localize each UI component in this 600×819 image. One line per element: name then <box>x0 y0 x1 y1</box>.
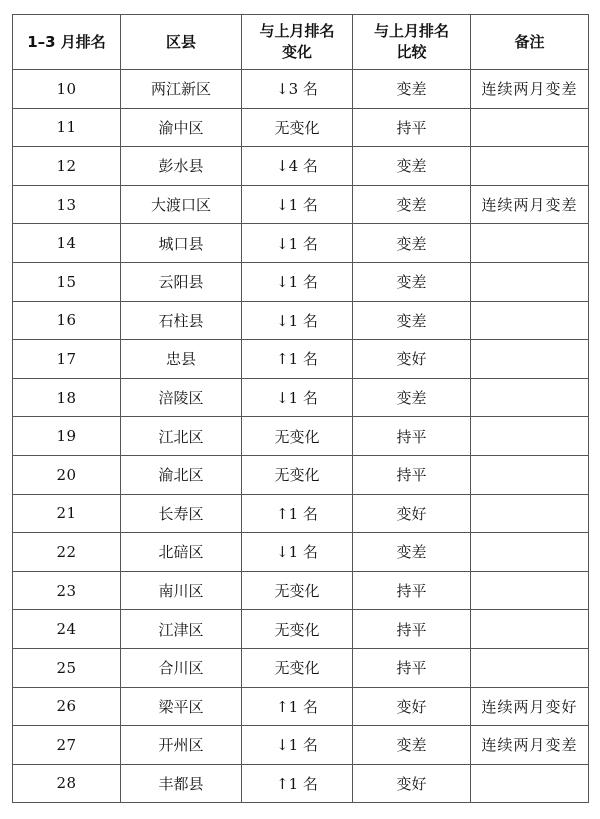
rank-cell: 24 <box>13 610 121 649</box>
compare-cell: 变好 <box>353 687 471 726</box>
remark-cell: 连续两月变差 <box>471 726 589 765</box>
rank-cell: 13 <box>13 185 121 224</box>
change-cell: ↓1 名 <box>242 301 353 340</box>
remark-cell <box>471 147 589 186</box>
district-cell: 江北区 <box>121 417 242 456</box>
compare-cell: 持平 <box>353 610 471 649</box>
table-row <box>13 533 589 572</box>
compare-cell: 变差 <box>353 224 471 263</box>
header-change: 与上月排名 变化 <box>242 15 353 70</box>
district-cell: 江津区 <box>121 610 242 649</box>
table-row <box>13 301 589 340</box>
district-cell: 渝北区 <box>121 455 242 494</box>
compare-cell: 变差 <box>353 301 471 340</box>
rank-cell: 19 <box>13 417 121 456</box>
remark-cell <box>471 533 589 572</box>
district-cell: 合川区 <box>121 648 242 687</box>
remark-cell <box>471 262 589 301</box>
change-cell: ↑1 名 <box>242 340 353 379</box>
change-cell: ↓1 名 <box>242 224 353 263</box>
remark-cell <box>471 648 589 687</box>
change-cell: ↓1 名 <box>242 378 353 417</box>
compare-cell: 变差 <box>353 70 471 109</box>
compare-cell: 变差 <box>353 378 471 417</box>
rank-cell: 16 <box>13 301 121 340</box>
change-cell: 无变化 <box>242 610 353 649</box>
compare-cell: 持平 <box>353 571 471 610</box>
remark-cell: 连续两月变差 <box>471 70 589 109</box>
table-row <box>13 571 589 610</box>
compare-cell: 变差 <box>353 185 471 224</box>
remark-cell <box>471 301 589 340</box>
change-cell: ↓1 名 <box>242 185 353 224</box>
district-cell: 开州区 <box>121 726 242 765</box>
rank-cell: 15 <box>13 262 121 301</box>
compare-cell: 变好 <box>353 340 471 379</box>
table-row <box>13 108 589 147</box>
remark-cell <box>471 764 589 803</box>
table-row <box>13 494 589 533</box>
table-row <box>13 185 589 224</box>
table-row <box>13 417 589 456</box>
remark-cell <box>471 378 589 417</box>
ranking-table <box>12 14 589 803</box>
table-row <box>13 378 589 417</box>
remark-cell: 连续两月变好 <box>471 687 589 726</box>
rank-cell: 23 <box>13 571 121 610</box>
district-cell: 丰都县 <box>121 764 242 803</box>
rank-cell: 18 <box>13 378 121 417</box>
district-cell: 两江新区 <box>121 70 242 109</box>
change-cell: ↑1 名 <box>242 687 353 726</box>
change-cell: 无变化 <box>242 571 353 610</box>
rank-cell: 27 <box>13 726 121 765</box>
district-cell: 彭水县 <box>121 147 242 186</box>
remark-cell <box>471 108 589 147</box>
district-cell: 城口县 <box>121 224 242 263</box>
remark-cell <box>471 571 589 610</box>
change-cell: ↓1 名 <box>242 533 353 572</box>
rank-cell: 17 <box>13 340 121 379</box>
district-cell: 北碚区 <box>121 533 242 572</box>
district-cell: 长寿区 <box>121 494 242 533</box>
district-cell: 涪陵区 <box>121 378 242 417</box>
compare-cell: 变差 <box>353 726 471 765</box>
header-district: 区县 <box>121 15 242 70</box>
district-cell: 南川区 <box>121 571 242 610</box>
header-remark: 备注 <box>471 15 589 70</box>
change-cell: ↓4 名 <box>242 147 353 186</box>
rank-cell: 25 <box>13 648 121 687</box>
change-cell: 无变化 <box>242 417 353 456</box>
change-cell: ↓1 名 <box>242 726 353 765</box>
remark-cell <box>471 224 589 263</box>
header-compare: 与上月排名 比较 <box>353 15 471 70</box>
rank-cell: 28 <box>13 764 121 803</box>
district-cell: 石柱县 <box>121 301 242 340</box>
district-cell: 大渡口区 <box>121 185 242 224</box>
remark-cell <box>471 494 589 533</box>
compare-cell: 持平 <box>353 108 471 147</box>
compare-cell: 变好 <box>353 494 471 533</box>
table-row <box>13 224 589 263</box>
rank-cell: 26 <box>13 687 121 726</box>
change-cell: ↑1 名 <box>242 764 353 803</box>
header-rank: 1–3 月排名 <box>13 15 121 70</box>
compare-cell: 变差 <box>353 533 471 572</box>
rank-cell: 20 <box>13 455 121 494</box>
rank-cell: 14 <box>13 224 121 263</box>
rank-cell: 10 <box>13 70 121 109</box>
table-row <box>13 70 589 109</box>
table-row <box>13 687 589 726</box>
rank-cell: 21 <box>13 494 121 533</box>
change-cell: ↓1 名 <box>242 262 353 301</box>
compare-cell: 变差 <box>353 262 471 301</box>
change-cell: ↑1 名 <box>242 494 353 533</box>
compare-cell: 变好 <box>353 764 471 803</box>
compare-cell: 变差 <box>353 147 471 186</box>
remark-cell <box>471 610 589 649</box>
remark-cell: 连续两月变差 <box>471 185 589 224</box>
compare-cell: 持平 <box>353 648 471 687</box>
rank-cell: 12 <box>13 147 121 186</box>
table-row <box>13 147 589 186</box>
remark-cell <box>471 455 589 494</box>
rank-cell: 22 <box>13 533 121 572</box>
district-cell: 梁平区 <box>121 687 242 726</box>
rank-cell: 11 <box>13 108 121 147</box>
remark-cell <box>471 417 589 456</box>
table-row <box>13 610 589 649</box>
table-body <box>13 70 589 803</box>
change-cell: 无变化 <box>242 108 353 147</box>
change-cell: ↓3 名 <box>242 70 353 109</box>
table-row <box>13 726 589 765</box>
table-row <box>13 648 589 687</box>
change-cell: 无变化 <box>242 648 353 687</box>
table-row <box>13 340 589 379</box>
table-row <box>13 455 589 494</box>
compare-cell: 持平 <box>353 417 471 456</box>
district-cell: 渝中区 <box>121 108 242 147</box>
remark-cell <box>471 340 589 379</box>
compare-cell: 持平 <box>353 455 471 494</box>
change-cell: 无变化 <box>242 455 353 494</box>
district-cell: 忠县 <box>121 340 242 379</box>
district-cell: 云阳县 <box>121 262 242 301</box>
table-row <box>13 764 589 803</box>
table-header-row <box>13 15 589 70</box>
table-row <box>13 262 589 301</box>
